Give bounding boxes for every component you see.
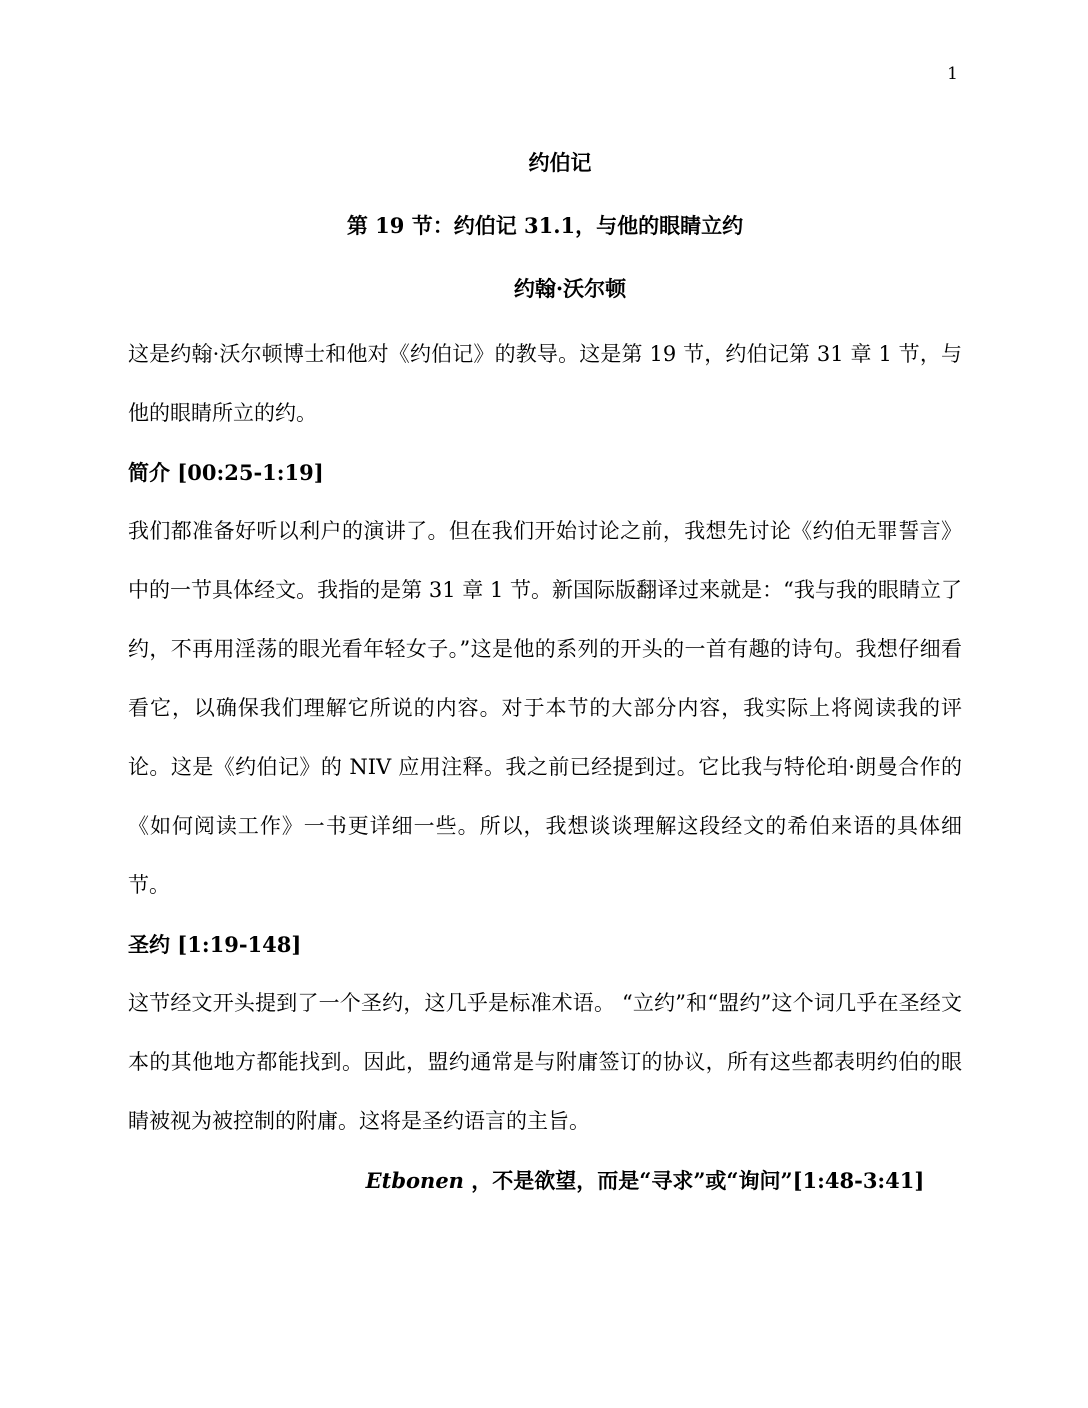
hebrew-term: Etbonen [365, 1168, 464, 1193]
intro-paragraph: 这是约翰·沃尔顿博士和他对《约伯记》的教导。这是第 19 节，约伯记第 31 章 1 节，与他的眼睛所立的约。 [128, 342, 962, 425]
section-heading-covenant: 圣约 [1:19-148] [128, 932, 302, 957]
section-title: 第 19 节：约伯记 31.1，与他的眼睛立约 [346, 213, 744, 238]
section-body-covenant: 这节经文开头提到了一个圣约，这几乎是标准术语。 “立约”和“盟约”这个词几乎在圣经文本的其他地方都能找到。因此，盟约通常是与附庸签订的协议，所有这些都表明约伯的眼睛被视为被控制的附庸。这将是圣约语言的主旨。 [128, 991, 962, 1133]
heading-rest: ，不是欲望，而是“寻求”或“询问”[1:48-3:41] [463, 1168, 925, 1193]
author-name: 约翰·沃尔顿 [513, 276, 627, 301]
section-heading-intro: 简介 [00:25-1:19] [128, 460, 324, 485]
section-body-intro: 我们都准备好听以利户的演讲了。但在我们开始讨论之前，我想先讨论《约伯无罪誓言》中的一节具体经文。我指的是第 31 章 1 节。新国际版翻译过来就是：“我与我的眼睛立了约，不再用淫荡的眼光看年轻女子。”这是他的系列的开头的一首有趣的诗句。我想仔细看看它，以确保我们理解它所说的内容。对于本节的大部分内容，我实际上将阅读我的评论。这是《约伯记》的 NIV 应用注释。我之前已经提到过。它比我与特伦珀·朗曼合作的《如何阅读工作》一书更详细一些。所以，我想谈谈理解这段经文的希伯来语的具体细节。 [128, 519, 962, 897]
document-body [128, 140, 962, 1210]
page-number: 1 [947, 64, 958, 84]
section-heading-etbonen [128, 1151, 962, 1210]
book-title: 约伯记 [528, 150, 592, 175]
